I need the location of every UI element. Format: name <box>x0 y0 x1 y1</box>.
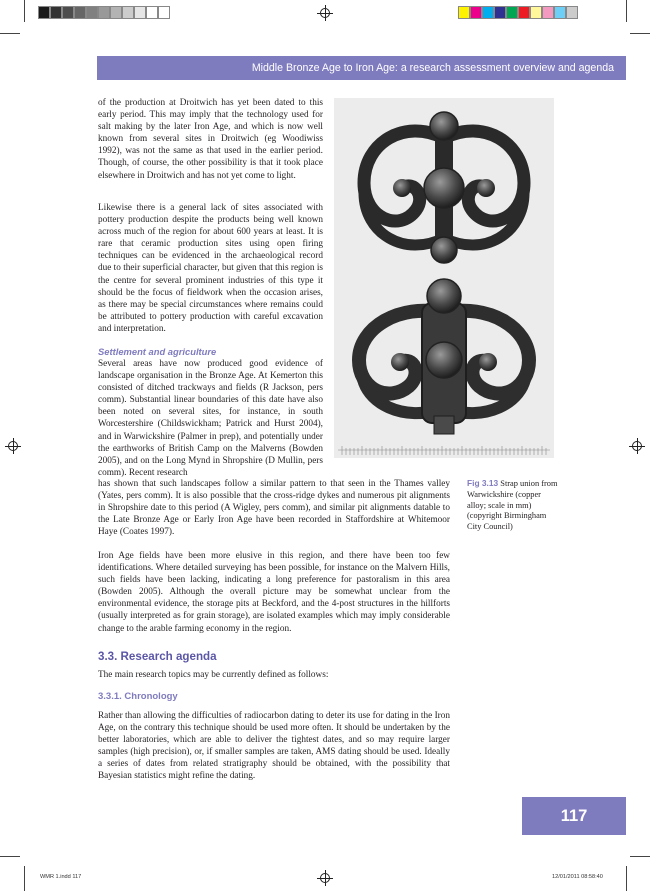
crop-mark <box>630 33 650 34</box>
registration-mark-icon <box>631 440 643 452</box>
paragraph-landscape-narrow: Several areas have now produced good evidence of landscape organisation in the Bronze Age. At Kemerton this consisted of ditched trackways and fields (R Jackson, pers comm). Substantial linear boundaries of this date have also been noted on several sites, for instance, in south Worcestershire (Childswickham; Patrick and Hurst 2004), and in Warwickshire (Palmer in prep), and potentially under the earthworks of British Camp on the Malverns (Bowden 2005), and on the Long Mynd in Shropshire (D Mullin, pers comm). Recent research <box>98 359 323 478</box>
paragraph-salt-production: of the production at Droitwich has yet been dated to this early period. This may imply that the technology used for salt making by the later Iron Age, and which is now well known from several sites in Droitwich (eg Woodiwiss 1992), was not the same as that used in the earlier period. Though, of course, the other possibility is that it took place elsewhere in Droitwich and has not yet come to light. <box>98 98 323 181</box>
page-number: 117 <box>522 797 626 835</box>
running-header: Middle Bronze Age to Iron Age: a research assessment overview and agenda <box>97 56 626 80</box>
grayscale-color-bar <box>38 6 170 19</box>
crop-mark <box>24 0 25 22</box>
registration-mark-icon <box>319 872 331 884</box>
paragraph-pottery-production: Likewise there is a general lack of sites associated with pottery production despite the products being well known across much of the region for about 600 years at least. It is rare that ceramic production sites using open firing techniques can be evidenced in the archaeological record due to their superficial character, but given that this region is the centre for several prominent industries of this type it should be the focus of fieldwork when the occasion arises, as there may be special circumstances where remains could be attributed to pottery production with careful excavation and interpretation. <box>98 203 323 334</box>
paragraph-research-topics: The main research topics may be currently defined as follows: <box>98 670 329 680</box>
crop-mark <box>0 33 20 34</box>
crop-mark <box>0 856 20 857</box>
figure-number: Fig 3.13 <box>467 478 499 488</box>
registration-mark-icon <box>319 7 331 19</box>
figure-caption <box>467 478 559 533</box>
paragraph-landscape-wide: has shown that such landscapes follow a similar pattern to that seen in the Thames valley (Yates, pers comm). It is also possible that the cross-ridge dykes and numerous pit alignments in Shropshire date to this period (A Wigley, pers comm), and similar pit alignments datable to the Late Bronze Age or Early Iron Age have been recorded in Staffordshire at Whitemoor Haye (Coates 1997). <box>98 479 450 538</box>
slug-timestamp: 12/01/2011 08:58:40 <box>552 874 603 880</box>
figure-caption-text: Strap union from Warwickshire (copper alloy; scale in mm) (copyright Birmingham City Council) <box>467 479 558 532</box>
crop-mark <box>626 866 627 891</box>
crop-mark <box>626 0 627 22</box>
subsection-heading-chronology: 3.3.1. Chronology <box>98 691 178 702</box>
slug-filename: WMR 1.indd 117 <box>40 874 82 880</box>
section-heading-research-agenda: 3.3. Research agenda <box>98 650 217 663</box>
crop-mark <box>630 856 650 857</box>
strap-union-photo <box>334 98 554 458</box>
crop-mark <box>24 866 25 891</box>
paragraph-chronology: Rather than allowing the difficulties of radiocarbon dating to deter its use for dating in the Iron Age, on the contrary this technique should be used more often. It should be undertaken by the better laboratories, which are able to deliver the tightest dates, and so may require larger samples (high precision), or, if smaller samples are taken, AMS dating should be used. Ideally a series of dates from related stratigraphy should be obtained, with the possibility that Bayesian statistics might refine the dating. <box>98 711 450 782</box>
subheading-settlement: Settlement and agriculture <box>98 346 217 357</box>
registration-mark-icon <box>7 440 19 452</box>
scale-bar <box>338 446 550 455</box>
process-color-bar <box>458 6 578 19</box>
paragraph-iron-age-fields: Iron Age fields have been more elusive in this region, and there have been too few identifications. Where detailed surveying has been possible, for instance on the Malvern Hills, such fields have been lacking, indicating a long preference for pastoralism in this area (Bowden 2005). Although the overall picture may be somewhat unclear from the environmental evidence, the storage pits at Beckford, and the 4-post structures in the hillforts (usually interpreted as for grain storage), are isolated examples which may imply considerable change to the arable farming economy in the region. <box>98 551 450 634</box>
